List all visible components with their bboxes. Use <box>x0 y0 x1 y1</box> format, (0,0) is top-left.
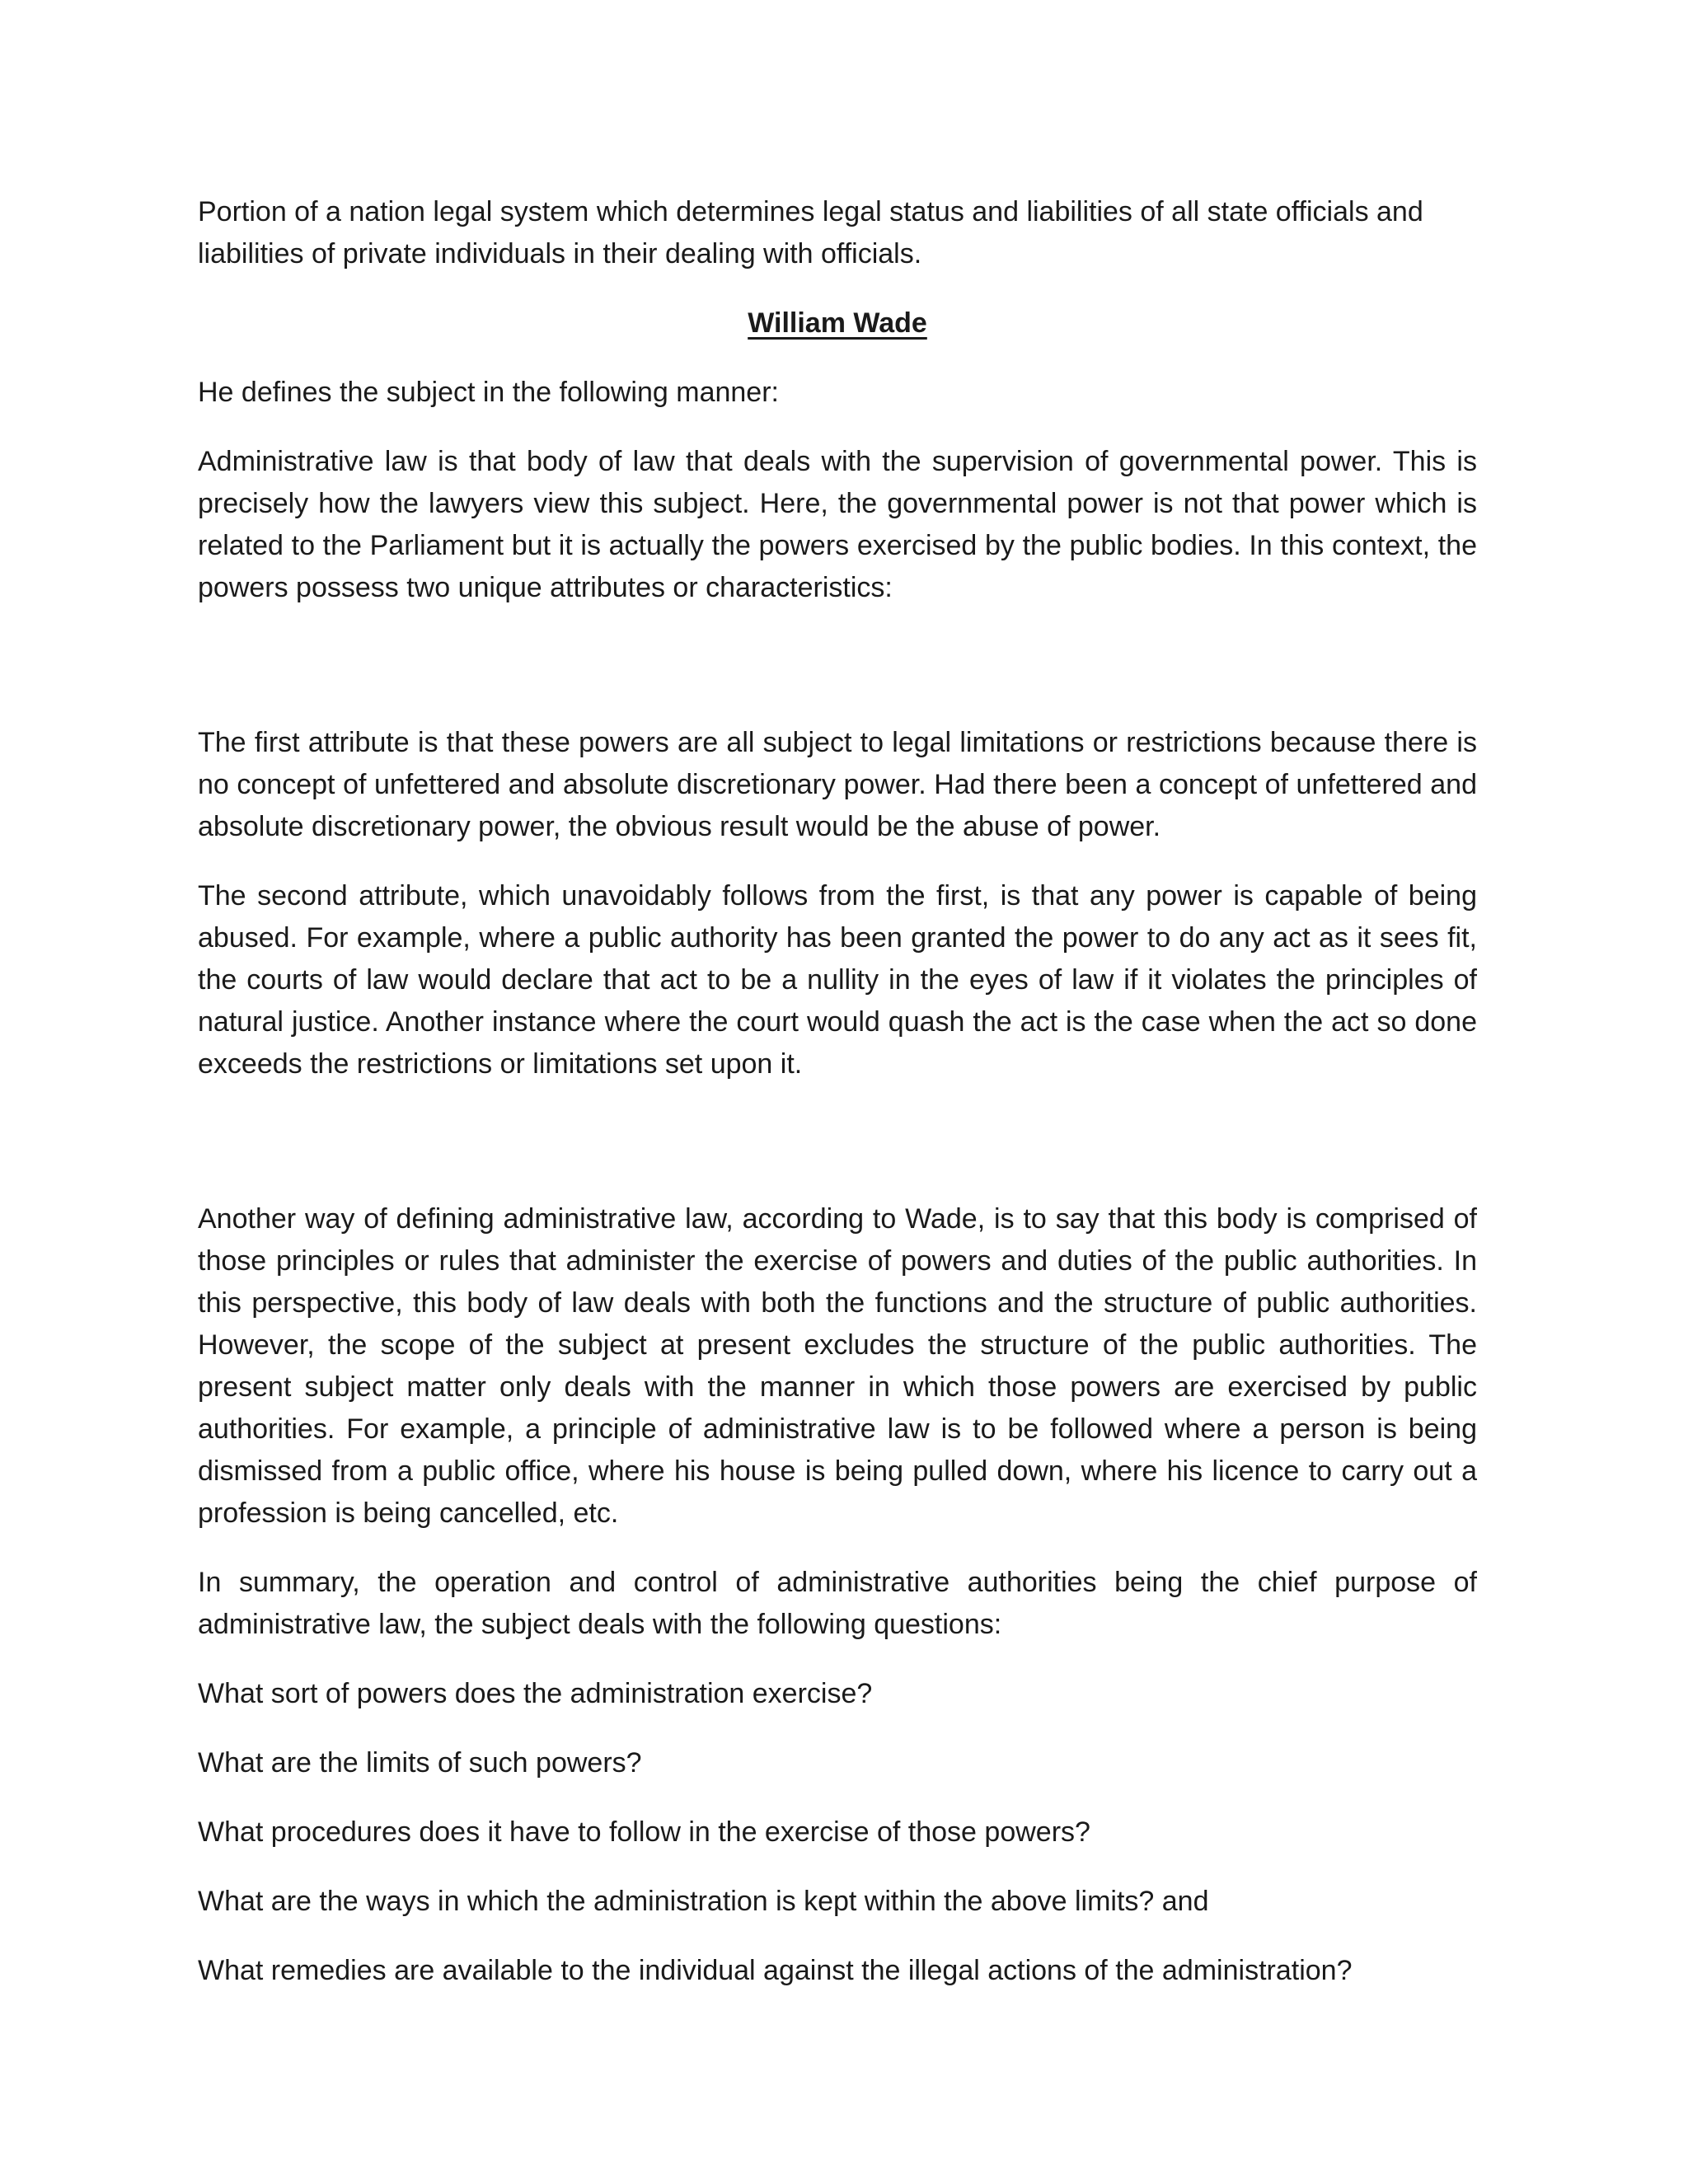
second-attribute-paragraph: The second attribute, which unavoidably follows from the first, is that any power is capable of being abused. For example, where a public authority has been granted the power to do any act as it sees fit, the courts of law would declare that act to be a nullity in the eyes of law if it violates the principles of natural justice. Another instance where the court would quash the act is the case when the act so done exceeds the restrictions or limitations set upon it. <box>198 880 1477 1080</box>
question-item: What remedies are available to the individual against the illegal actions of the administration? <box>198 1955 1353 1986</box>
summary-paragraph: In summary, the operation and control of administrative authorities being the chief purpose of administrative law, the subject deals with the following questions: <box>198 1567 1477 1640</box>
question-item: What sort of powers does the administration exercise? <box>198 1678 873 1709</box>
question-item: What are the limits of such powers? <box>198 1747 642 1779</box>
lead-paragraph: He defines the subject in the following manner: <box>198 377 779 408</box>
section-heading: William Wade <box>748 307 927 339</box>
intro-paragraph: Portion of a nation legal system which determines legal status and liabilities of all state officials and liabilities of private individuals in their dealing with officials. <box>198 196 1423 269</box>
question-item: What are the ways in which the administration is kept within the above limits? and <box>198 1886 1209 1917</box>
question-item: What procedures does it have to follow in the exercise of those powers? <box>198 1816 1090 1848</box>
another-way-paragraph: Another way of defining administrative law, according to Wade, is to say that this body is comprised of those principles or rules that administer the exercise of powers and duties of the public authorities. In this perspective, this body of law deals with both the functions and the structure of public authorities. However, the scope of the subject at present excludes the structure of the public authorities. The present subject matter only deals with the manner in which those powers are exercised by public authorities. For example, a principle of administrative law is to be followed where a person is being dismissed from a public office, where his house is being pulled down, where his licence to carry out a profession is being cancelled, etc. <box>198 1203 1477 1529</box>
document-body <box>198 191 1477 1992</box>
first-attribute-paragraph: The first attribute is that these powers are all subject to legal limitations or restrictions because there is no concept of unfettered and absolute discretionary power. Had there been a concept of unfettered and absolute discretionary power, the obvious result would be the abuse of power. <box>198 727 1477 842</box>
definition-paragraph: Administrative law is that body of law that deals with the supervision of governmental power. This is precisely how the lawyers view this subject. Here, the governmental power is not that power which is related to the Parliament but it is actually the powers exercised by the public bodies. In this context, the powers possess two unique attributes or characteristics: <box>198 446 1477 603</box>
